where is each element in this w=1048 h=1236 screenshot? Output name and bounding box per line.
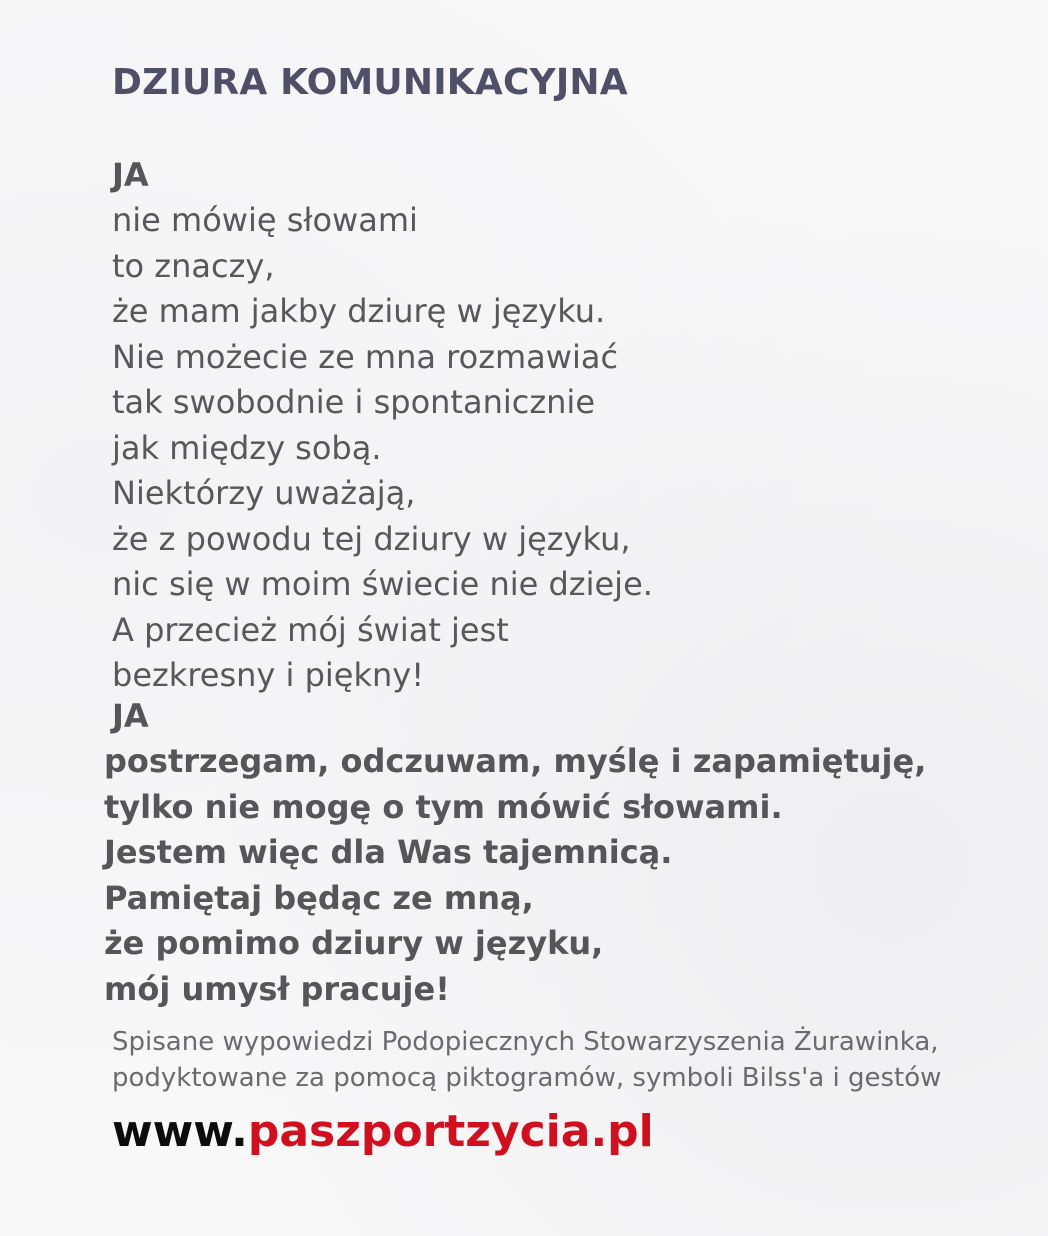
poem-line: to znaczy, — [112, 246, 275, 285]
poem-line: A przecież mój świat jest — [112, 610, 509, 649]
poem-line: że mam jakby dziurę w języku. — [112, 292, 606, 330]
stanza-first — [112, 152, 653, 699]
poem-line: jak między sobą. — [112, 428, 382, 467]
stanza-heading: JA — [112, 697, 149, 735]
source-note-line: podyktowane za pomocą piktogramów, symboli Bilss'a i gestów — [112, 1063, 942, 1093]
poem-line-bold: postrzegam, odczuwam, myślę i zapamiętuję, — [104, 742, 927, 780]
poem-line: że z powodu tej dziury w języku, — [112, 519, 631, 558]
poem-line-bold: Pamiętaj będąc ze mną, — [104, 878, 534, 917]
poem-line: tak swobodnie i spontanicznie — [112, 383, 595, 421]
poem-line: nie mówię słowami — [112, 201, 418, 239]
website-link[interactable] — [112, 1104, 654, 1160]
poem-line: bezkresny i piękny! — [112, 656, 425, 694]
website-domain: paszportzycia.pl — [247, 1106, 654, 1157]
poem-line: nic się w moim świecie nie dzieje. — [112, 565, 653, 603]
source-note-line: Spisane wypowiedzi Podopiecznych Stowarzyszenia Żurawinka, — [112, 1027, 939, 1057]
poem-line-bold: że pomimo dziury w języku, — [104, 924, 604, 962]
poem-line-bold: Jestem więc dla Was tajemnicą. — [104, 833, 673, 871]
poem-line: Nie możecie ze mna rozmawiać — [112, 337, 619, 376]
stanza-heading: JA — [112, 156, 149, 194]
stanza-second — [104, 693, 926, 1012]
poem-line-bold: mój umysł pracuje! — [104, 969, 450, 1008]
poem-line: Niektórzy uważają, — [112, 474, 416, 512]
poem-line-bold: tylko nie mogę o tym mówić słowami. — [104, 787, 783, 826]
page-title: DZIURA KOMUNIKACYJNA — [112, 62, 628, 103]
source-note — [112, 1024, 941, 1096]
website-prefix: www. — [112, 1106, 248, 1157]
